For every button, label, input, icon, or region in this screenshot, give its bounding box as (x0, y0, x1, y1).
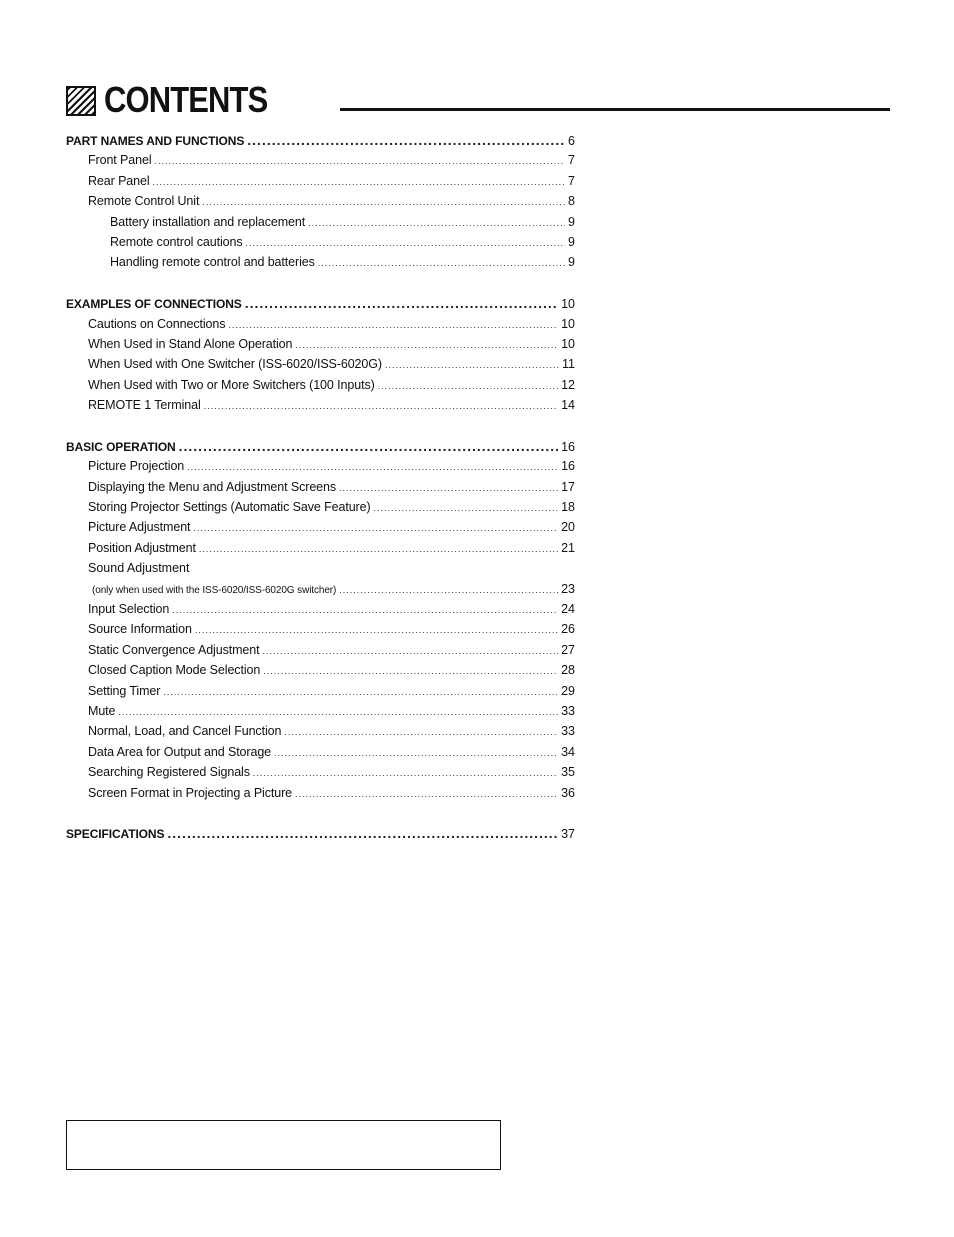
toc-entry-label: Data Area for Output and Storage (88, 744, 272, 759)
contents-header (66, 80, 890, 120)
toc-entry-label: Searching Registered Signals (88, 765, 250, 780)
dot-leader (163, 682, 558, 702)
toc-page-number: 12 (561, 377, 575, 392)
toc-entry[interactable] (66, 762, 575, 782)
toc-entry-label: Normal, Load, and Cancel Function (88, 724, 282, 739)
toc-page-number: 24 (561, 601, 575, 616)
toc-page-number: 34 (561, 744, 575, 759)
toc-entry[interactable] (66, 477, 575, 497)
toc-entry-label: EXAMPLES OF CONNECTIONS (66, 297, 242, 312)
toc-entry[interactable] (66, 334, 575, 354)
toc-entry[interactable] (66, 599, 575, 619)
toc-section-heading[interactable] (66, 293, 575, 313)
dot-leader (193, 518, 558, 538)
toc-entry-label: Cautions on Connections (88, 316, 226, 331)
bottom-box (66, 1120, 501, 1170)
toc-entry-label: Input Selection (88, 601, 170, 616)
hatched-square-icon (66, 86, 96, 116)
toc-page-number: 9 (568, 234, 575, 249)
toc-entry[interactable] (66, 640, 575, 660)
toc-entry-label: Handling remote control and batteries (110, 255, 315, 270)
toc-entry[interactable] (66, 538, 575, 558)
section-spacer (66, 803, 575, 823)
toc-entry-label: SPECIFICATIONS (66, 827, 165, 842)
dot-leader (155, 151, 566, 171)
dot-leader (253, 763, 558, 783)
dot-leader (179, 436, 558, 456)
toc-entry[interactable] (66, 497, 575, 517)
dot-leader (195, 620, 558, 640)
dot-leader (187, 457, 558, 477)
toc-page-number: 36 (561, 785, 575, 800)
toc-entry-label: Remote control cautions (110, 234, 243, 249)
toc-page-number: 10 (561, 297, 575, 312)
toc-entry-label: When Used with Two or More Switchers (100 Inputs) (88, 377, 375, 392)
page-title: CONTENTS (104, 79, 268, 120)
toc-entry-label: Screen Format in Projecting a Picture (88, 785, 293, 800)
toc-entry-label: When Used in Stand Alone Operation (88, 336, 293, 351)
toc-page-number: 18 (561, 500, 575, 515)
title-rule (340, 108, 890, 111)
toc-entry[interactable] (66, 232, 575, 252)
toc-entry[interactable] (66, 721, 575, 741)
dot-leader (284, 722, 558, 742)
dot-leader (318, 253, 565, 273)
toc-page-number: 11 (562, 357, 575, 372)
toc-entry[interactable] (66, 681, 575, 701)
toc-entry-label: Source Information (88, 622, 192, 637)
section-spacer (66, 415, 575, 435)
toc-entry-label: Closed Caption Mode Selection (88, 663, 261, 678)
dot-leader (228, 315, 558, 335)
toc-entry-label: When Used with One Switcher (ISS-6020/ISS-6020G) (88, 357, 382, 372)
toc-page-number: 9 (568, 214, 575, 229)
toc-entry[interactable] (66, 456, 575, 476)
toc-page-number: 6 (568, 134, 575, 148)
toc-page-number: 16 (561, 439, 575, 454)
toc-entry-label: Setting Timer (88, 683, 161, 698)
section-spacer (66, 273, 575, 293)
toc-page-number: 7 (568, 153, 575, 168)
toc-page-number: 35 (561, 765, 575, 780)
dot-leader (202, 192, 565, 212)
table-of-contents (66, 130, 575, 844)
toc-entry-label: Rear Panel (88, 173, 150, 188)
toc-entry[interactable] (66, 783, 575, 803)
toc-page-number: 8 (568, 194, 575, 209)
toc-entry-label: Remote Control Unit (88, 194, 200, 209)
dot-leader (118, 702, 558, 722)
toc-entry[interactable] (66, 517, 575, 537)
toc-page-number: 33 (561, 703, 575, 718)
toc-entry-label: Displaying the Menu and Adjustment Screens (88, 479, 337, 494)
toc-entry-label: Mute (88, 703, 116, 718)
dot-leader (263, 661, 558, 681)
dot-leader (295, 335, 558, 355)
dot-leader (199, 539, 558, 559)
toc-page-number: 29 (561, 683, 575, 698)
dot-leader (385, 355, 559, 375)
toc-entry[interactable] (66, 660, 575, 680)
toc-page-number: 28 (561, 663, 575, 678)
toc-page-number: 9 (568, 255, 575, 270)
toc-entry[interactable] (66, 375, 575, 395)
dot-leader (246, 233, 566, 253)
dot-leader (274, 743, 558, 763)
toc-entry-label: Picture Projection (88, 459, 185, 474)
dot-leader (295, 784, 558, 804)
toc-entry-label: Position Adjustment (88, 540, 196, 555)
dot-leader (339, 580, 558, 600)
toc-entry-heading[interactable] (66, 558, 575, 578)
toc-section-heading[interactable] (66, 436, 575, 456)
toc-entry-label: PART NAMES AND FUNCTIONS (66, 134, 245, 148)
toc-page-number: 7 (568, 173, 575, 188)
dot-leader (204, 396, 558, 416)
toc-entry-label: Picture Adjustment (88, 520, 191, 535)
toc-section-heading[interactable] (66, 130, 575, 150)
toc-entry[interactable] (66, 150, 575, 170)
toc-page-number: 23 (561, 581, 575, 596)
dot-leader (167, 823, 558, 843)
toc-entry[interactable] (66, 579, 575, 599)
toc-entry-label: Static Convergence Adjustment (88, 642, 260, 657)
dot-leader (247, 130, 565, 150)
toc-page-number: 20 (561, 520, 575, 535)
toc-entry[interactable] (66, 191, 575, 211)
toc-entry-label: (only when used with the ISS-6020/ISS-6020G switcher) (92, 584, 337, 596)
toc-entry-label: Battery installation and replacement (110, 214, 306, 229)
toc-entry-label: REMOTE 1 Terminal (88, 398, 201, 413)
dot-leader (378, 376, 558, 396)
toc-page-number: 10 (561, 336, 575, 351)
dot-leader (308, 213, 565, 233)
dot-leader (245, 293, 558, 313)
toc-entry[interactable] (66, 212, 575, 232)
toc-entry[interactable] (66, 252, 575, 272)
dot-leader (374, 498, 559, 518)
toc-entry[interactable] (66, 619, 575, 639)
toc-page-number: 16 (561, 459, 575, 474)
toc-entry[interactable] (66, 354, 575, 374)
toc-section-heading[interactable] (66, 823, 575, 843)
toc-page-number: 10 (561, 316, 575, 331)
dot-leader (263, 641, 559, 661)
dot-leader (339, 478, 558, 498)
toc-entry[interactable] (66, 314, 575, 334)
toc-page-number: 21 (561, 540, 575, 555)
toc-entry-label: Front Panel (88, 153, 152, 168)
toc-entry-label: Sound Adjustment (88, 561, 190, 576)
toc-entry[interactable] (66, 742, 575, 762)
dot-leader (172, 600, 558, 620)
dot-leader (153, 172, 566, 192)
toc-page-number: 33 (561, 724, 575, 739)
toc-page-number: 37 (561, 827, 575, 842)
toc-entry-label: BASIC OPERATION (66, 439, 176, 454)
toc-entry[interactable] (66, 701, 575, 721)
toc-page-number: 27 (561, 642, 575, 657)
toc-page-number: 26 (561, 622, 575, 637)
toc-entry-label: Storing Projector Settings (Automatic Save Feature) (88, 500, 371, 515)
toc-page-number: 17 (561, 479, 575, 494)
toc-entry[interactable] (66, 171, 575, 191)
toc-page-number: 14 (561, 398, 575, 413)
toc-entry[interactable] (66, 395, 575, 415)
